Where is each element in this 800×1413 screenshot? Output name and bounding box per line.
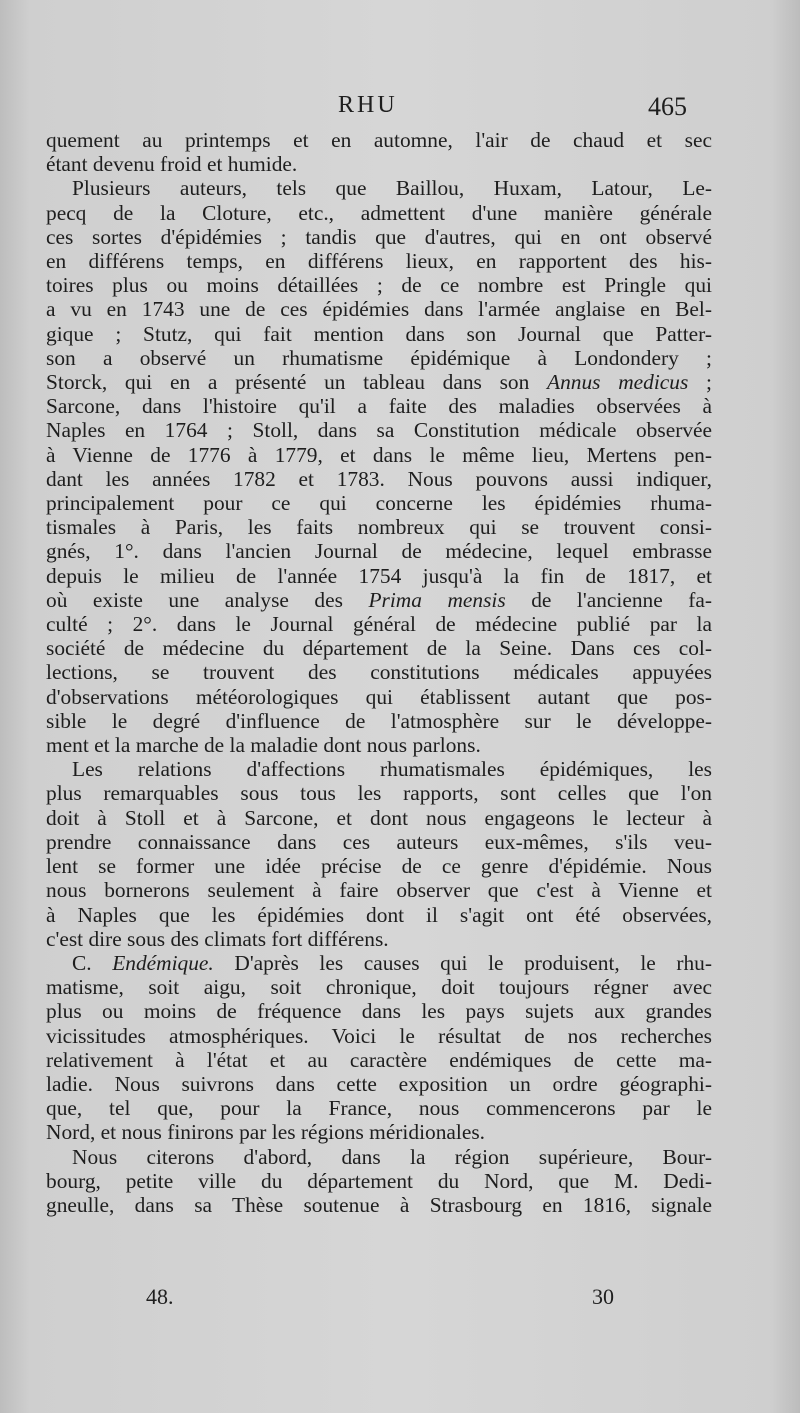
page-header bbox=[0, 92, 800, 132]
text-line: dant les années 1782 et 1783. Nous pouvons aussi indiquer, bbox=[46, 466, 712, 491]
text-line: ces sortes d'épidémies ; tandis que d'autres, qui en ont observé bbox=[46, 224, 712, 249]
text-line: étant devenu froid et humide. bbox=[46, 152, 298, 177]
text-line: quement au printemps et en automne, l'air de chaud et sec bbox=[46, 128, 712, 152]
text-line: plus remarquables sous tous les rapports, sont celles que l'on bbox=[46, 781, 712, 806]
text-line: C. Endémique. D'après les causes qui le produisent, le rhu- bbox=[72, 950, 712, 975]
text-line: Nous citerons d'abord, dans la région supérieure, Bour- bbox=[72, 1144, 712, 1169]
text-line: matisme, soit aigu, soit chronique, doit toujours régner avec bbox=[46, 975, 712, 1000]
text-line: que, tel que, pour la France, nous commencerons par le bbox=[46, 1096, 712, 1121]
text-line: nous bornerons seulement à faire observer que c'est à Vienne et bbox=[46, 878, 712, 903]
text-line: relativement à l'état et au caractère endémiques de cette ma- bbox=[46, 1047, 712, 1072]
page-footer bbox=[0, 1284, 800, 1324]
signature-number: 30 bbox=[592, 1284, 614, 1309]
text-line: gique ; Stutz, qui fait mention dans son Journal que Patter- bbox=[46, 321, 712, 346]
text-line: toires plus ou moins détaillées ; de ce nombre est Pringle qui bbox=[46, 273, 712, 298]
text-line: en différens temps, en différens lieux, en rapportent des his- bbox=[46, 249, 712, 274]
text-line: prendre connaissance dans ces auteurs eux-mêmes, s'ils veu- bbox=[46, 829, 712, 854]
text-line: tismales à Paris, les faits nombreux qui se trouvent consi- bbox=[46, 515, 712, 540]
text-line: ladie. Nous suivrons dans cette exposition un ordre géographi- bbox=[46, 1071, 712, 1096]
text-line: doit à Stoll et à Sarcone, et dont nous engageons le lecteur à bbox=[46, 805, 712, 830]
text-line: Plusieurs auteurs, tels que Baillou, Huxam, Latour, Le- bbox=[72, 176, 712, 201]
text-line: gnés, 1°. dans l'ancien Journal de médecine, lequel embrasse bbox=[46, 539, 712, 564]
text-line: Nord, et nous finirons par les régions méridionales. bbox=[46, 1120, 486, 1145]
text-line: son a observé un rhumatisme épidémique à Londondery ; bbox=[46, 345, 712, 370]
text-line: depuis le milieu de l'année 1754 jusqu'à la fin de 1817, et bbox=[46, 563, 712, 588]
text-line: principalement pour ce qui concerne les épidémies rhuma- bbox=[46, 491, 712, 516]
text-line: culté ; 2°. dans le Journal général de médecine publié par la bbox=[46, 612, 712, 637]
text-line: sible le degré d'influence de l'atmosphère sur le développe- bbox=[46, 708, 712, 733]
text-line: Sarcone, dans l'histoire qu'il a faite des maladies observées à bbox=[46, 394, 712, 419]
page-number: 465 bbox=[648, 92, 687, 121]
text-line: c'est dire sous des climats fort différens. bbox=[46, 926, 389, 951]
running-title: RHU bbox=[338, 92, 398, 118]
text-line: Naples en 1764 ; Stoll, dans sa Constitution médicale observée bbox=[46, 418, 712, 443]
text-line: société de médecine du département de la Seine. Dans ces col- bbox=[46, 636, 712, 661]
text-line: bourg, petite ville du département du Nord, que M. Dedi- bbox=[46, 1168, 712, 1193]
text-line: à Naples que les épidémies dont il s'agit ont été observées, bbox=[46, 902, 712, 927]
text-line: Storck, qui en a présenté un tableau dans son Annus medicus ; bbox=[46, 370, 712, 395]
text-line: lections, se trouvent des constitutions médicales appuyées bbox=[46, 660, 712, 685]
text-line: vicissitudes atmosphériques. Voici le résultat de nos recherches bbox=[46, 1023, 712, 1048]
text-line: où existe une analyse des Prima mensis de l'ancienne fa- bbox=[46, 587, 712, 612]
text-line: pecq de la Cloture, etc., admettent d'une manière générale bbox=[46, 200, 712, 225]
text-line: à Vienne de 1776 à 1779, et dans le même lieu, Mertens pen- bbox=[46, 442, 712, 467]
text-line: gneulle, dans sa Thèse soutenue à Strasbourg en 1816, signale bbox=[46, 1192, 712, 1217]
body-text bbox=[46, 128, 712, 1217]
text-line: d'observations météorologiques qui établissent autant que pos- bbox=[46, 684, 712, 709]
text-line: ment et la marche de la maladie dont nous parlons. bbox=[46, 733, 481, 758]
text-line: Les relations d'affections rhumatismales épidémiques, les bbox=[72, 757, 712, 782]
signature-mark: 48. bbox=[146, 1284, 174, 1309]
text-line: a vu en 1743 une de ces épidémies dans l'armée anglaise en Bel- bbox=[46, 297, 712, 322]
text-line: plus ou moins de fréquence dans les pays sujets aux grandes bbox=[46, 999, 712, 1024]
text-line: lent se former une idée précise de ce genre d'épidémie. Nous bbox=[46, 854, 712, 879]
